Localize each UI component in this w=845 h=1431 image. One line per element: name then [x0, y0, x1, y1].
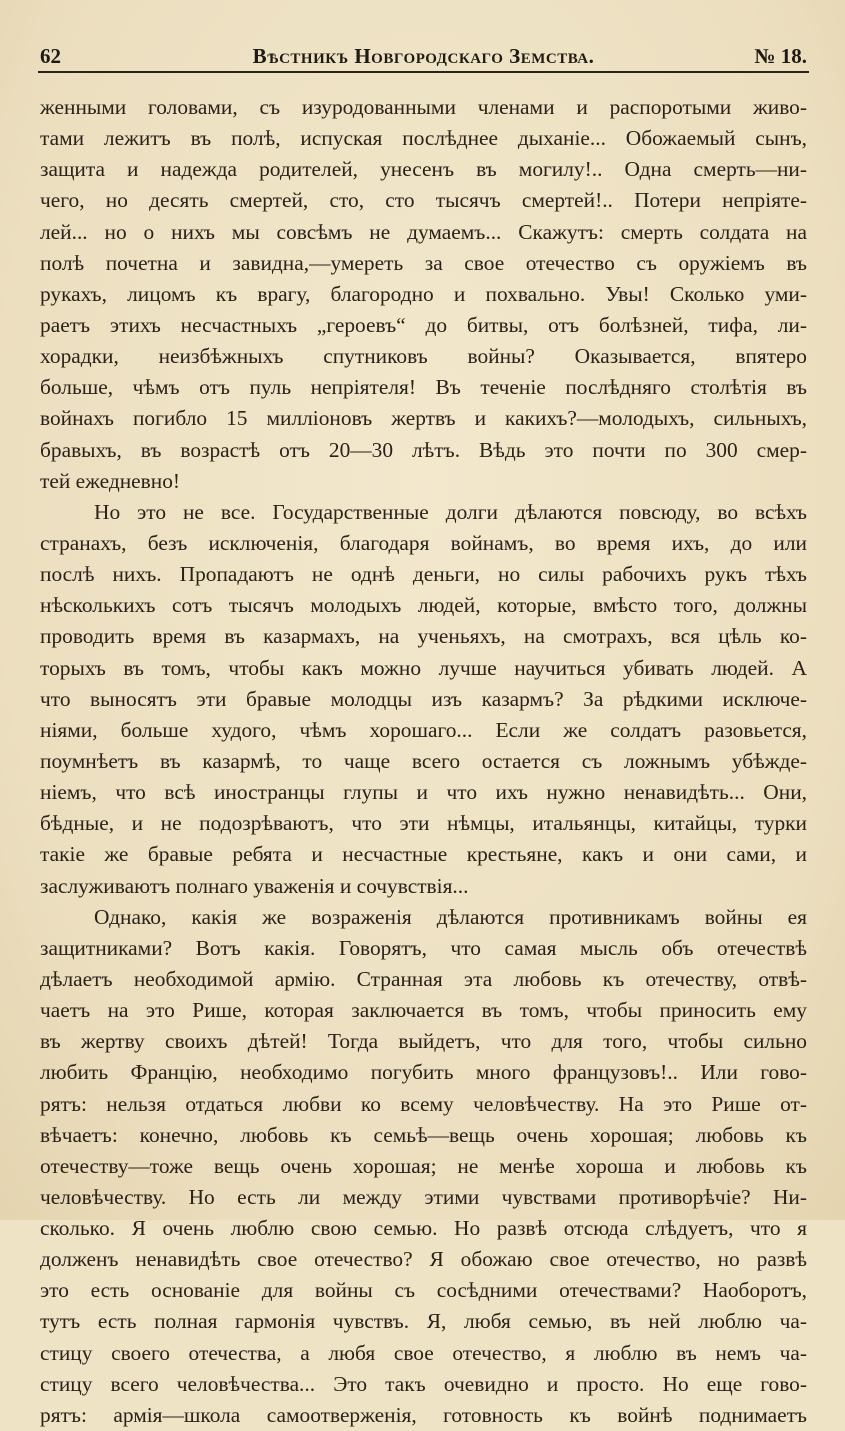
text-line: Но это не все. Государственные долги дѣлаются повсюду, во всѣхъ — [94, 499, 807, 524]
text-line: полѣ почетна и завидна,—умереть за свое отечество съ оружіемъ въ — [40, 250, 807, 275]
text-line: проводить время въ казармахъ, на ученьяхъ, на смотрахъ, вся цѣль ко- — [40, 624, 807, 649]
text-line: рукахъ, лицомъ къ врагу, благородно и похвально. Увы! Сколько уми- — [40, 281, 807, 306]
text-line: это есть основаніе для войны съ сосѣдними отечествами? Наоборотъ, — [40, 1278, 807, 1303]
text-line: чаетъ на это Рише, которая заключается въ томъ, чтобы приносить ему — [40, 998, 807, 1023]
paragraph — [40, 92, 807, 497]
text-line: бѣдные, и не подозрѣваютъ, что эти нѣмцы, итальянцы, китайцы, турки — [40, 811, 807, 836]
text-line: рятъ: армія—школа самоотверженія, готовность къ войнѣ поднимаетъ — [40, 1402, 807, 1427]
text-line: вѣчаетъ: конечно, любовь къ семьѣ—вещь очень хорошая; любовь къ — [40, 1122, 807, 1147]
text-line: ніями, больше худого, чѣмъ хорошаго... Если же солдатъ разовьется, — [40, 717, 807, 742]
page-number: 62 — [40, 44, 61, 68]
text-line: такіе же бравые ребята и несчастные крестьяне, какъ и они сами, и — [40, 842, 807, 867]
text-line: рятъ: нельзя отдаться любви ко всему человѣчеству. На это Рише от- — [40, 1091, 807, 1116]
text-line: въ жертву своихъ дѣтей! Тогда выйдетъ, что для того, чтобы сильно — [40, 1029, 807, 1054]
text-line: Однако, какія же возраженія дѣлаются противникамъ войны ея — [94, 904, 807, 929]
text-line: тами лежитъ въ полѣ, испуская послѣднее дыханіе... Обожаемый сынъ, — [40, 126, 807, 151]
text-line: стицу своего отечества, а любя свое отечество, я люблю въ немъ ча- — [40, 1340, 807, 1365]
journal-title: Вѣстникъ Новгородскаго Земства. — [252, 44, 595, 68]
text-line: сколько. Я очень люблю свою семью. Но развѣ отсюда слѣдуетъ, что я — [40, 1216, 807, 1241]
text-line: защитниками? Вотъ какія. Говорятъ, что самая мысль объ отечествѣ — [40, 935, 807, 960]
page-header — [40, 38, 807, 72]
text-line: чего, но десять смертей, сто, сто тысячъ смертей!.. Потери непріяте- — [40, 188, 807, 213]
text-line: дѣлаетъ необходимой армію. Странная эта любовь къ отечеству, отвѣ- — [40, 966, 807, 991]
text-line: раетъ этихъ несчастныхъ „героевъ“ до битвы, отъ болѣзней, тифа, ли- — [40, 312, 807, 337]
text-line: любить Францію, необходимо погубить много французовъ!.. Или гово- — [40, 1060, 807, 1085]
text-line: долженъ ненавидѣть свое отечество? Я обожаю свое отечество, но развѣ — [40, 1247, 807, 1272]
issue-number: № 18. — [754, 44, 807, 68]
text-line: женными головами, съ изуродованными членами и распоротыми живо- — [40, 95, 807, 119]
text-line: послѣ нихъ. Пропадаютъ не однѣ деньги, но силы рабочихъ рукъ тѣхъ — [40, 562, 807, 587]
article-body — [40, 92, 807, 1431]
text-line: человѣчеству. Но есть ли между этими чувствами противорѣчіе? Ни- — [40, 1184, 807, 1209]
text-line: отечеству—тоже вещь очень хорошая; не менѣе хороша и любовь къ — [40, 1153, 807, 1178]
text-line: бравыхъ, въ возрастѣ отъ 20—30 лѣтъ. Вѣдь это почти по 300 смер- — [40, 437, 807, 462]
paragraph — [40, 902, 807, 1431]
text-line: тутъ есть полная гармонія чувствъ. Я, любя семью, въ ней люблю ча- — [40, 1309, 807, 1334]
text-line: заслуживаютъ полнаго уваженія и сочувствія... — [40, 873, 469, 898]
text-line: что выносятъ эти бравые молодцы изъ казармъ? За рѣдкими исключе- — [40, 686, 807, 711]
text-line: защита и надежда родителей, унесенъ въ могилу!.. Одна смерть—ни- — [40, 157, 807, 182]
text-line: хорадки, неизбѣжныхъ спутниковъ войны? Оказывается, впятеро — [40, 344, 807, 369]
text-line: поумнѣетъ въ казармѣ, то чаще всего остается съ ложнымъ убѣжде- — [40, 748, 807, 773]
text-line: войнахъ погибло 15 милліоновъ жертвъ и какихъ?—молодыхъ, сильныхъ, — [40, 406, 807, 431]
text-line: торыхъ въ томъ, чтобы какъ можно лучше научиться убивать людей. А — [40, 655, 807, 680]
paragraph — [40, 497, 807, 902]
text-line: тей ежедневно! — [40, 468, 181, 493]
text-line: лей... но о нихъ мы совсѣмъ не думаемъ... Скажутъ: смерть солдата на — [40, 219, 807, 244]
text-line: стицу всего человѣчества... Это такъ очевидно и просто. Но еще гово- — [40, 1371, 807, 1396]
text-line: больше, чѣмъ отъ пуль непріятеля! Въ теченіе послѣдняго столѣтія въ — [40, 375, 807, 400]
text-line: нѣсколькихъ сотъ тысячъ молодыхъ людей, которые, вмѣсто того, должны — [40, 593, 807, 618]
header-rule — [38, 71, 809, 73]
text-line: ніемъ, что всѣ иностранцы глупы и что ихъ нужно ненавидѣть... Они, — [40, 780, 807, 805]
text-line: странахъ, безъ исключенія, благодаря войнамъ, во время ихъ, до или — [40, 530, 807, 555]
